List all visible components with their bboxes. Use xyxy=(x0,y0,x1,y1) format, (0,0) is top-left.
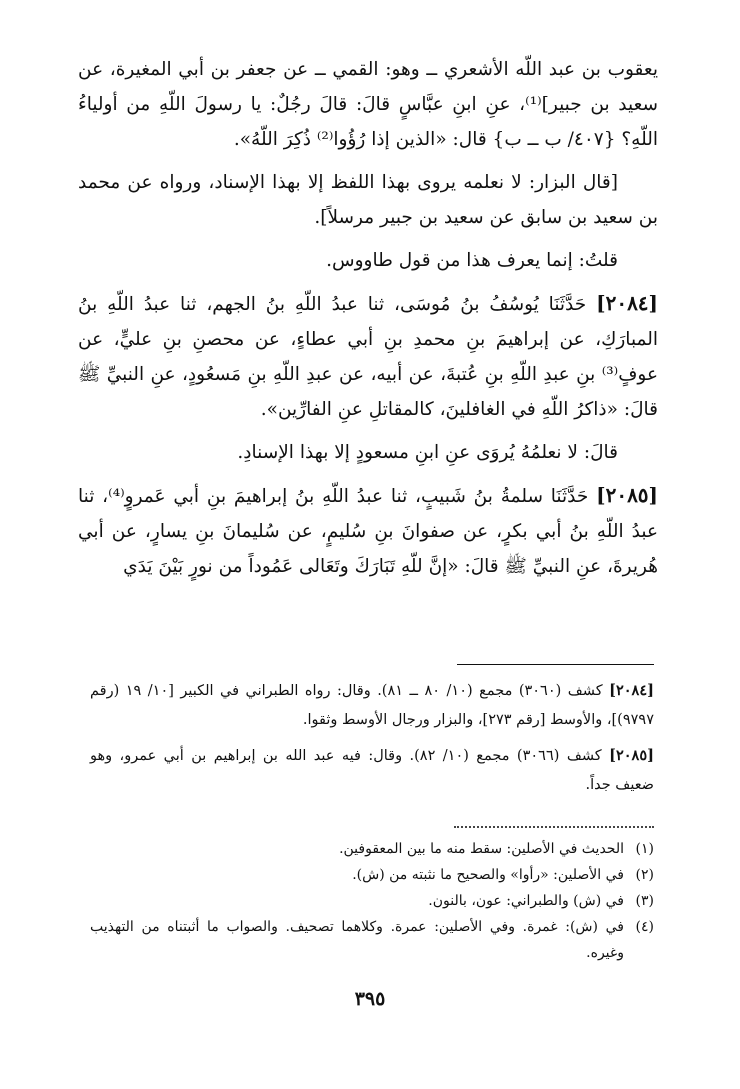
reference-2085 xyxy=(90,741,654,800)
hadith-2085-text: حَدَّثَنَا سلمةُ بنُ شَبيبٍ، ثنا عبدُ اللّهِ بنُ إبراهيمَ بنِ أبي عَمروٍ⁽⁴⁾، ثنا عبدُ اللّهِ بنُ أبي بكرٍ، عن صفوانَ بنِ سُليمٍ، عن سُليمانَ بنِ يسارٍ، عن أبي هُريرةَ، عنِ النبيِّ ﷺ قالَ: «إنَّ للّهِ تَبَارَكَ وتَعَالى عَمُوداً من نورٍ بَيْنَ يَدَي xyxy=(78,486,658,577)
hadith-number-2085: [٢٠٨٥] xyxy=(596,483,659,507)
footnote-item xyxy=(90,862,654,888)
reference-separator xyxy=(457,664,654,665)
hadith-2084 xyxy=(78,286,658,427)
footnote-text: الحديث في الأصلين: سقط منه ما بين المعقوفين. xyxy=(339,841,624,857)
footnote-text: في (ش): غمرة. وفي الأصلين: عمرة. وكلاهما تصحيف. والصواب ما أثبتناه من التهذيب وغيره. xyxy=(90,919,624,961)
footnote-item xyxy=(90,888,654,914)
hadith-2085 xyxy=(78,478,658,584)
footnote-text: في (ش) والطبراني: عون، بالنون. xyxy=(428,893,624,909)
reference-number-2085: [٢٠٨٥] xyxy=(609,747,654,764)
footnote-number: (٤) xyxy=(635,919,654,935)
references xyxy=(90,676,654,806)
reference-2084-text: كشف (٣٠٦٠) مجمع (١٠/ ٨٠ ــ ٨١). وقال: رواه الطبراني في الكبير [١٠/ ١٩ (رقم ٩٧٩٧)]، والأوسط [رقم ٢٧٣]، والبزار ورجال الأوسط وثقوا. xyxy=(90,683,654,728)
footnote-number: (٣) xyxy=(635,893,654,909)
footnote-text: في الأصلين: «رأوا» والصحيح ما نثبته من (ش). xyxy=(352,867,624,883)
hadith-number-2084: [٢٠٨٤] xyxy=(596,291,659,315)
footnote-separator xyxy=(454,826,654,828)
footnote-number: (١) xyxy=(635,841,654,857)
hadith-2084-text: حَدَّثَنَا يُوسُفُ بنُ مُوسَى، ثنا عبدُ اللّهِ بنُ الجهم، ثنا عبدُ اللّهِ بنُ المبارَكِ، عن إبراهيمَ بنِ محمدِ بنِ أبي عطاءٍ، عن محصنِ بنِ عليٍّ، عن عوفٍ⁽³⁾ بنِ عبدِ اللّهِ بنِ عُتبةَ، عن أبيه، عن عبدِ اللّهِ بنِ مَسعُودٍ، عنِ النبيِّ ﷺ قالَ: «ذاكرُ اللّهِ في الغافلينَ، كالمقاتلِ عنِ الفارِّين». xyxy=(78,294,658,420)
paragraph-2084-comment: قالَ: لا نعلمُهُ يُروَى عنِ ابنِ مسعودٍ إلا بهذا الإسنادِ. xyxy=(237,442,618,463)
reference-number-2084: [٢٠٨٤] xyxy=(609,682,654,699)
footnote-item xyxy=(90,914,654,966)
reference-2085-text: كشف (٣٠٦٦) مجمع (١٠/ ٨٢). وقال: فيه عبد الله بن إبراهيم بن أبي عمرو، وهو ضعيف جداً. xyxy=(90,748,654,793)
paragraph-author-comment: قلتُ: إنما يعرف هذا من قول طاووس. xyxy=(326,250,618,271)
footnote-item xyxy=(90,836,654,862)
paragraph-bazzar-comment: [قال البزار: لا نعلمه يروى بهذا اللفظ إلا بهذا الإسناد، ورواه عن محمد بن سعيد بن سابق عن سعيد بن جبير مرسلاً]. xyxy=(78,172,658,228)
paragraph-isnad-continuation: يعقوب بن عبد اللّه الأشعري ــ وهو: القمي ــ عن جعفر بن أبي المغيرة، عن سعيد بن جبير]⁽¹⁾، عنِ ابنِ عبَّاسٍ قالَ: قالَ رجُلٌ: يا رسولَ اللّهِ من أولياءُ اللّهِ؟ {٤٠٧/ ب ــ ب} قال: «الذين إذا رُؤُوا⁽²⁾ ذُكِرَ اللّهُ». xyxy=(78,59,658,150)
footnote-number: (٢) xyxy=(635,867,654,883)
footnotes xyxy=(90,836,654,966)
main-text xyxy=(78,52,658,592)
reference-2084 xyxy=(90,676,654,735)
page-number: ٣٩٥ xyxy=(354,988,386,1010)
